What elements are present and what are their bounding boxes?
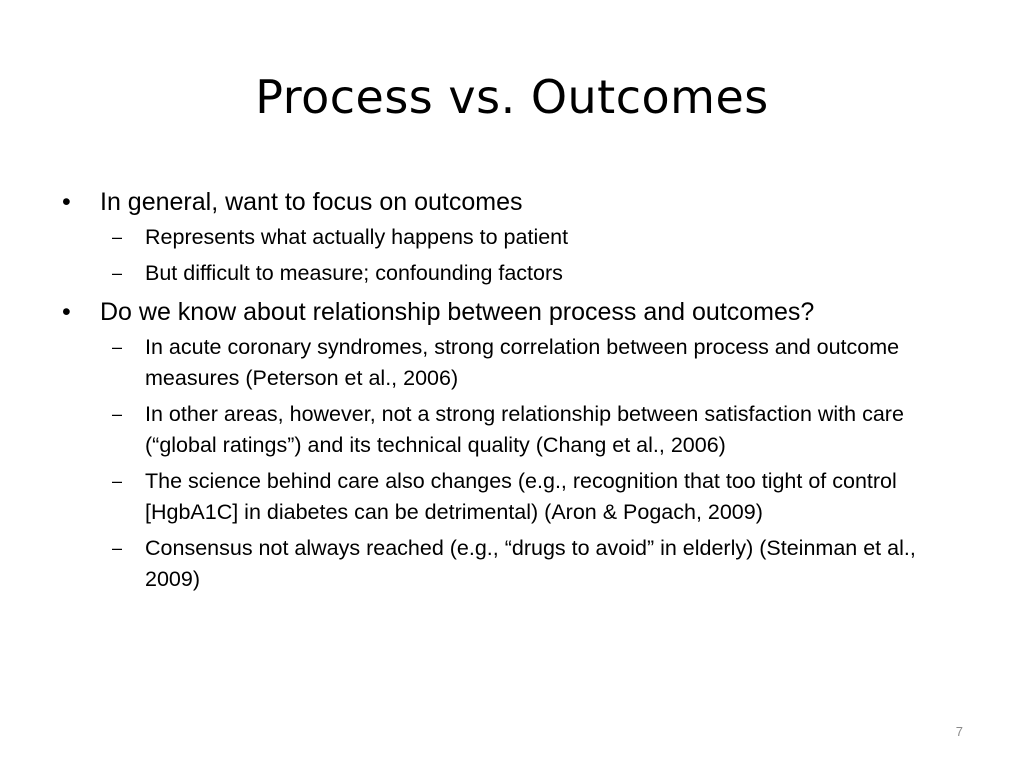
- slide-title: Process vs. Outcomes: [255, 70, 769, 124]
- slide-content: [56, 184, 976, 600]
- dash-marker: –: [112, 263, 123, 283]
- dash-marker: –: [112, 404, 123, 424]
- sub-bullet-item: [56, 466, 976, 528]
- bullet-item: [56, 294, 976, 330]
- dash-marker: –: [112, 538, 123, 558]
- sub-bullet-text: In other areas, however, not a strong relationship between satisfaction with care (“global ratings”) and its technical quality (Chang et al., 2006): [145, 402, 904, 457]
- bullet-marker: •: [62, 298, 71, 326]
- sub-bullet-item: [56, 399, 976, 461]
- bullet-text: In general, want to focus on outcomes: [100, 188, 523, 216]
- dash-marker: –: [112, 227, 123, 247]
- sub-bullet-item: [56, 332, 976, 394]
- sub-bullet-text: But difficult to measure; confounding factors: [145, 261, 563, 285]
- bullet-item: [56, 184, 976, 220]
- dash-marker: –: [112, 337, 123, 357]
- page-number: 7: [955, 724, 963, 739]
- sub-bullet-text: Represents what actually happens to patient: [145, 225, 569, 249]
- sub-bullet-item: [56, 222, 976, 253]
- sub-bullet-item: [56, 258, 976, 289]
- bullet-text: Do we know about relationship between process and outcomes?: [100, 298, 815, 326]
- dash-marker: –: [112, 471, 123, 491]
- sub-bullet-item: [56, 533, 976, 595]
- sub-bullet-text: Consensus not always reached (e.g., “drugs to avoid” in elderly) (Steinman et al., 2009): [145, 536, 916, 591]
- sub-bullet-text: In acute coronary syndromes, strong correlation between process and outcome measures (Peterson et al., 2006): [145, 335, 900, 390]
- sub-bullet-text: The science behind care also changes (e.g., recognition that too tight of control [HgbA1C] in diabetes can be detrimental) (Aron & Pogach, 2009): [145, 469, 897, 524]
- bullet-marker: •: [62, 188, 71, 216]
